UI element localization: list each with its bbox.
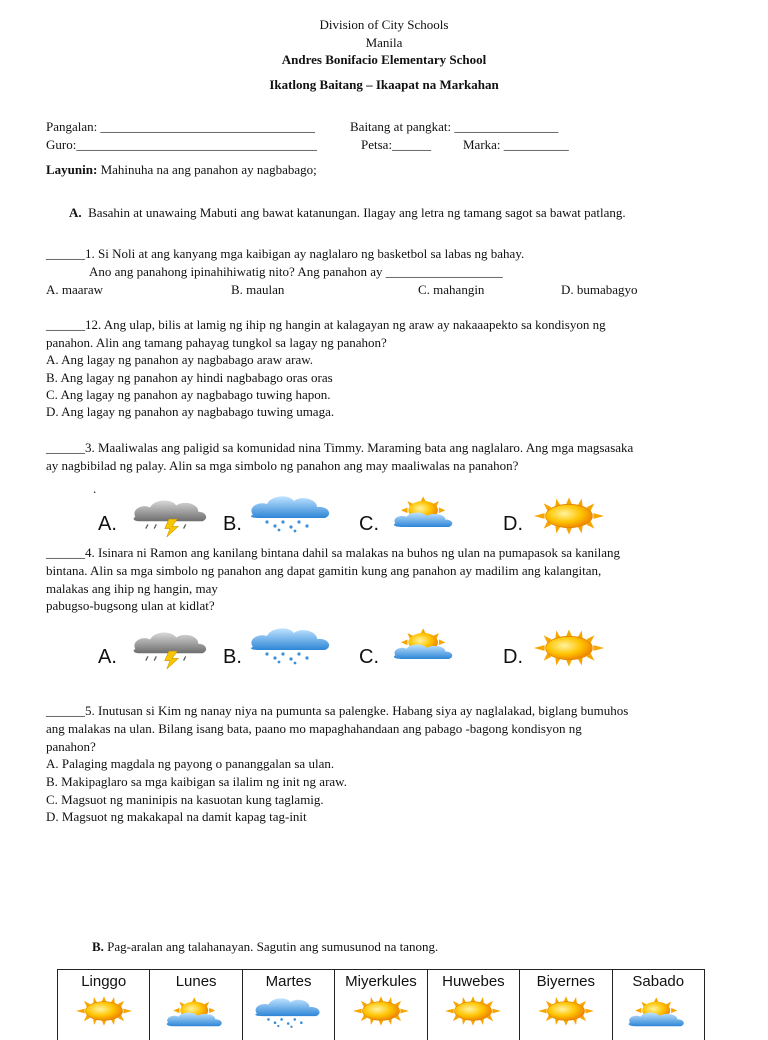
q2-choice-c[interactable]: C. Ang lagay ng panahon ay nagbabago tuwing hapon.: [46, 387, 331, 402]
date-field[interactable]: [361, 137, 431, 153]
day-column-huwebes: [428, 970, 520, 1040]
sun-icon: [535, 994, 597, 1028]
q5-choice-b[interactable]: B. Makipaglaro sa mga kaibigan sa ilalim ng init ng araw.: [46, 774, 347, 789]
rain-cloud-icon: [252, 994, 326, 1030]
q5-choice-d[interactable]: D. Magsuot ng makakapal na damit kapag tag-init: [46, 809, 307, 824]
q5-line3: panahon?: [46, 739, 96, 754]
q3-option-c-letter[interactable]: C.: [359, 513, 379, 535]
q2-choice-d[interactable]: D. Ang lagay ng panahon ay nagbabago tuwing umaga.: [46, 404, 335, 419]
q4-line2: bintana. Alin sa mga simbolo ng panahon ang dapat gamitin kung ang panahon ay madilim ang kalangitan,: [46, 563, 602, 578]
name-blank: _________________________________: [100, 119, 316, 134]
division-heading: Division of City Schools: [319, 17, 449, 32]
day-label: Huwebes: [442, 973, 505, 990]
q3-option-d-letter[interactable]: D.: [503, 513, 523, 535]
day-column-martes: [243, 970, 335, 1040]
q5-line2: ang malakas na ulan. Bilang isang bata, paano mo mapaghahandaan ang pabago -bagong kondisyon ng: [46, 721, 582, 736]
weekly-weather-table: [57, 969, 705, 1040]
q1-choice-d[interactable]: D. bumabagyo: [561, 282, 638, 297]
q3-line2: ay nagbibilad ng palay. Alin sa mga simbolo ng panahon ang may maaliwalas na panahon?: [46, 458, 519, 473]
q3-line1: ______3. Maaliwalas ang paligid sa komunidad nina Timmy. Maraming bata ang naglalaro. Ang mga magsasaka: [46, 440, 634, 455]
grade-section-field[interactable]: [350, 119, 558, 135]
day-column-lunes: [150, 970, 242, 1040]
score-blank: __________: [503, 137, 569, 152]
section-b-instruction: [92, 939, 438, 955]
teacher-label: Guro:: [46, 137, 77, 152]
q2-line1: ______12. Ang ulap, bilis at lamig ng ihip ng hangin at kalagayan ng araw ay nakaaapekto sa kondisyon ng: [46, 317, 606, 332]
q1-choice-c[interactable]: C. mahangin: [418, 282, 485, 297]
objective-label: Layunin:: [46, 162, 98, 177]
name-label: Pangalan:: [46, 119, 98, 134]
q5-line1: ______5. Inutusan si Kim ng nanay niya na pumunta sa palengke. Habang siya ay naglalakad, biglang bumuhos: [46, 703, 629, 718]
rain-cloud-icon[interactable]: [247, 624, 337, 666]
objective-text: Mahinuha na ang panahon ay nagbabago;: [100, 162, 317, 177]
score-field[interactable]: [463, 137, 569, 153]
q3-option-b-letter[interactable]: B.: [223, 513, 242, 535]
date-label: Petsa:: [361, 137, 393, 152]
q4-line1: ______4. Isinara ni Ramon ang kanilang bintana dahil sa malakas na buhos ng ulan na pumapasok sa kanilang: [46, 545, 621, 560]
q4-option-b-letter[interactable]: B.: [223, 646, 242, 668]
q2-choice-a[interactable]: A. Ang lagay ng panahon ay nagbabago araw araw.: [46, 352, 314, 367]
section-a-instruction: [69, 205, 626, 221]
partly-cloudy-icon[interactable]: [388, 494, 462, 534]
city-heading: Manila: [365, 35, 403, 50]
day-column-linggo: [58, 970, 150, 1040]
q5-choice-a[interactable]: A. Palaging magdala ng payong o pananggalan sa ulan.: [46, 756, 335, 771]
q3-dot: .: [93, 481, 97, 496]
teacher-field[interactable]: [46, 137, 317, 153]
sun-icon[interactable]: [530, 628, 608, 668]
rain-cloud-icon[interactable]: [247, 492, 337, 534]
q3-options: [0, 496, 768, 536]
section-b-text: Pag-aralan ang talahanayan. Sagutin ang sumusunod na tanong.: [107, 939, 439, 954]
teacher-blank: _____________________________________: [76, 137, 317, 152]
day-label: Martes: [265, 973, 312, 990]
partly-cloudy-icon[interactable]: [388, 626, 462, 666]
score-label: Marka:: [463, 137, 501, 152]
date-blank: ______: [392, 137, 432, 152]
day-label: Lunes: [175, 973, 217, 990]
q3-option-a-letter[interactable]: A.: [98, 513, 117, 535]
sun-icon: [350, 994, 412, 1028]
q1-line2: Ano ang panahong ipinahihiwatig nito? Ang panahon ay __________________: [89, 264, 503, 279]
day-label: Biyernes: [536, 973, 595, 990]
q1-choice-b[interactable]: B. maulan: [231, 282, 285, 297]
q1-choice-a[interactable]: A. maaraw: [46, 282, 104, 297]
day-column-miyerkules: [335, 970, 427, 1040]
q4-option-c-letter[interactable]: C.: [359, 646, 379, 668]
storm-cloud-icon[interactable]: [128, 496, 214, 538]
sun-icon: [73, 994, 135, 1028]
day-label: Miyerkules: [345, 973, 417, 990]
name-field[interactable]: [46, 119, 315, 135]
q4-option-d-letter[interactable]: D.: [503, 646, 523, 668]
storm-cloud-icon[interactable]: [128, 628, 214, 670]
objective: [46, 162, 317, 178]
sun-icon: [442, 994, 504, 1028]
q4-line4: pabugso-bugsong ulan at kidlat?: [46, 598, 215, 613]
q4-line3: malakas ang ihip ng hangin, may: [46, 581, 218, 596]
section-b-letter: B.: [92, 939, 104, 954]
grade-quarter-heading: Ikatlong Baitang – Ikaapat na Markahan: [269, 77, 499, 92]
q1-line1: ______1. Si Noli at ang kanyang mga kaibigan ay naglalaro ng basketbol sa labas ng bahay.: [46, 246, 525, 261]
section-a-text: Basahin at unawaing Mabuti ang bawat katanungan. Ilagay ang letra ng tamang sagot sa bawat patlang.: [88, 205, 626, 220]
q2-choice-b[interactable]: B. Ang lagay ng panahon ay hindi nagbabago oras oras: [46, 370, 333, 385]
partly-cloudy-icon: [161, 994, 231, 1034]
day-column-sabado: [613, 970, 704, 1040]
school-heading: Andres Bonifacio Elementary School: [281, 52, 487, 67]
grade-label: Baitang at pangkat:: [350, 119, 452, 134]
grade-blank: ________________: [454, 119, 559, 134]
q5-choice-c[interactable]: C. Magsuot ng maninipis na kasuotan kung taglamig.: [46, 792, 324, 807]
partly-cloudy-icon: [623, 994, 693, 1034]
q4-option-a-letter[interactable]: A.: [98, 646, 117, 668]
day-label: Linggo: [81, 973, 127, 990]
q2-line2: panahon. Alin ang tamang pahayag tungkol sa lagay ng panahon?: [46, 335, 387, 350]
section-a-letter: A.: [69, 205, 82, 220]
day-column-biyernes: [520, 970, 612, 1040]
q4-options: [0, 628, 768, 668]
day-label: Sabado: [632, 973, 685, 990]
sun-icon[interactable]: [530, 496, 608, 536]
